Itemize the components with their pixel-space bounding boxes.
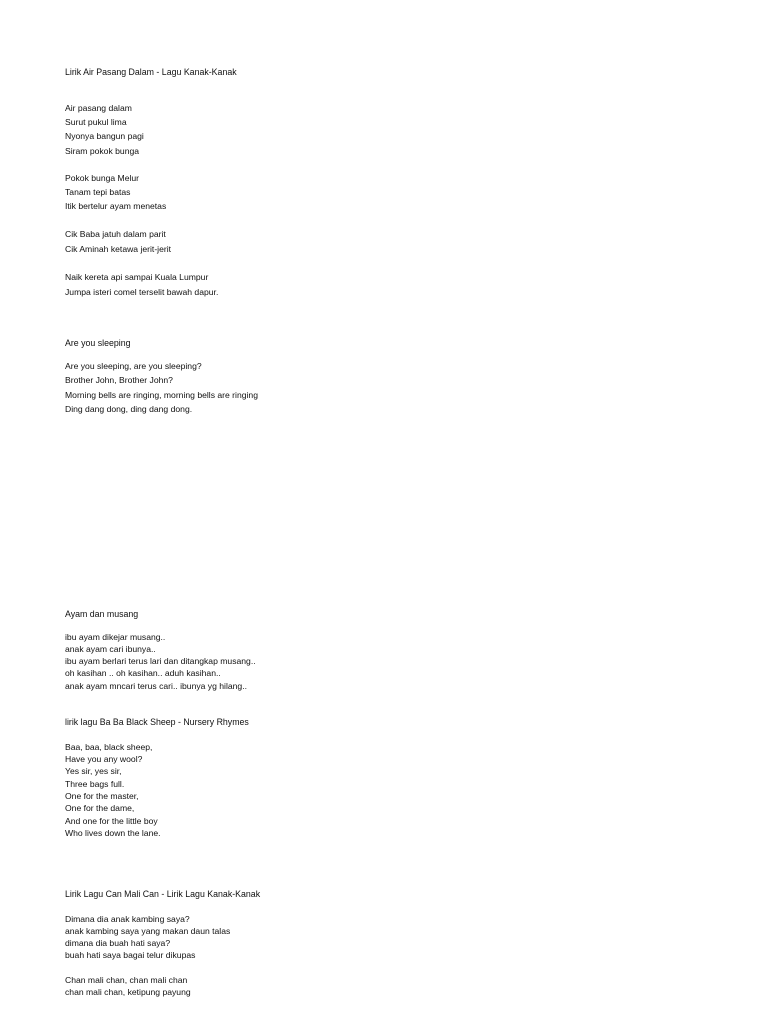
lyric-line: anak ayam cari ibunya..	[65, 644, 156, 654]
lyric-line: Jumpa isteri comel terselit bawah dapur.	[65, 287, 219, 297]
lyric-line: Morning bells are ringing, morning bells are ringing	[65, 390, 258, 400]
lyric-line: Surut pukul lima	[65, 117, 127, 127]
lyric-line: Ding dang dong, ding dang dong.	[65, 404, 193, 414]
lyric-line: ibu ayam dikejar musang..	[65, 632, 166, 642]
song-title: lirik lagu Ba Ba Black Sheep - Nursery Rhymes	[65, 717, 249, 727]
lyric-line: Chan mali chan, chan mali chan	[65, 975, 188, 985]
lyric-line: anak kambing saya yang makan daun talas	[65, 926, 231, 936]
lyric-line: Yes sir, yes sir,	[65, 766, 122, 776]
lyric-line: Tanam tepi batas	[65, 187, 131, 197]
lyric-line: Are you sleeping, are you sleeping?	[65, 361, 202, 371]
lyric-line: Siram pokok bunga	[65, 146, 140, 156]
song-title: Lirik Air Pasang Dalam - Lagu Kanak-Kanak	[65, 67, 237, 77]
lyric-line: Three bags full.	[65, 779, 125, 789]
lyric-line: Naik kereta api sampai Kuala Lumpur	[65, 272, 209, 282]
lyric-line: Dimana dia anak kambing saya?	[65, 914, 190, 924]
lyric-line: Pokok bunga Melur	[65, 173, 140, 183]
song-title: Are you sleeping	[65, 338, 131, 348]
lyric-line: Brother John, Brother John?	[65, 375, 173, 385]
song-title: Lirik Lagu Can Mali Can - Lirik Lagu Kanak-Kanak	[65, 889, 261, 899]
lyric-line: oh kasihan .. oh kasihan.. aduh kasihan..	[65, 668, 221, 678]
lyric-line: chan mali chan, ketipung payung	[65, 987, 191, 997]
lyric-line: anak ayam mncari terus cari.. ibunya yg hilang..	[65, 681, 247, 691]
lyric-line: Nyonya bangun pagi	[65, 131, 144, 141]
lyric-line: Itik bertelur ayam menetas	[65, 201, 167, 211]
lyric-line: buah hati saya bagai telur dikupas	[65, 950, 196, 960]
lyric-line: One for the master,	[65, 791, 139, 801]
lyric-line: Baa, baa, black sheep,	[65, 742, 153, 752]
lyric-line: dimana dia buah hati saya?	[65, 938, 171, 948]
lyric-line: ibu ayam berlari terus lari dan ditangkap musang..	[65, 656, 256, 666]
lyric-line: And one for the little boy	[65, 816, 158, 826]
lyric-line: Who lives down the lane.	[65, 828, 161, 838]
lyric-line: One for the dame,	[65, 803, 135, 813]
song-title: Ayam dan musang	[65, 609, 139, 619]
lyric-line: Cik Baba jatuh dalam parit	[65, 229, 166, 239]
lyric-line: Air pasang dalam	[65, 103, 132, 113]
lyric-line: Have you any wool?	[65, 754, 143, 764]
lyric-line: Cik Aminah ketawa jerit-jerit	[65, 244, 172, 254]
